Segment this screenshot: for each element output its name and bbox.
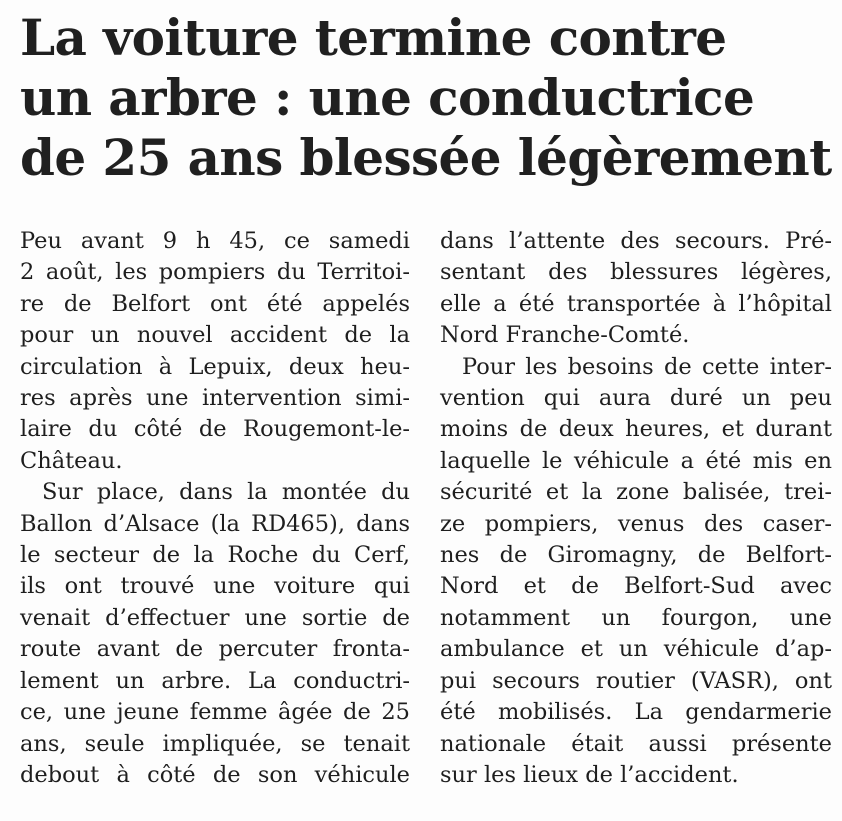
text-line: pui secours routier (VASR), ont xyxy=(440,667,832,694)
paragraph xyxy=(20,477,410,791)
text-line: ambulance et un véhicule d’ap- xyxy=(440,636,832,663)
text-line: sentant des blessures légères, xyxy=(440,259,832,286)
text-line: 2 août, les pompiers du Territoi- xyxy=(20,259,410,286)
text-line: ze pompiers, venus des caser- xyxy=(440,510,832,537)
text-line: nationale était aussi présente xyxy=(440,730,832,757)
text-line: vention qui aura duré un peu xyxy=(440,385,832,412)
text-line: Nord Franche-Comté. xyxy=(440,322,690,349)
text-line: Château. xyxy=(20,447,123,474)
text-line: Ballon d’Alsace (la RD465), dans xyxy=(20,510,410,537)
headline-line: un arbre : une conductrice xyxy=(20,68,755,127)
text-line: elle a été transportée à l’hôpital xyxy=(440,290,832,317)
paragraph xyxy=(440,226,832,352)
text-line: laquelle le véhicule a été mis en xyxy=(440,447,832,474)
text-line: sur les lieux de l’accident. xyxy=(440,761,739,788)
text-line: lement un arbre. La conductri- xyxy=(20,667,410,694)
article-headline xyxy=(20,8,830,188)
text-line: Sur place, dans la montée du xyxy=(42,479,410,506)
text-line: nes de Giromagny, de Belfort- xyxy=(440,542,832,569)
paragraph xyxy=(440,352,832,792)
text-line: ans, seule impliquée, se tenait xyxy=(20,730,410,757)
headline-line: La voiture termine contre xyxy=(20,8,727,67)
text-line: dans l’attente des secours. Pré- xyxy=(440,228,832,254)
left-column xyxy=(20,226,410,791)
text-line: Nord et de Belfort-Sud avec xyxy=(440,573,832,600)
text-line: venait d’effectuer une sortie de xyxy=(20,604,410,631)
paragraph xyxy=(20,226,410,477)
text-line: route avant de percuter fronta- xyxy=(20,636,410,663)
text-line: été mobilisés. La gendarmerie xyxy=(440,699,832,726)
text-line: res après une intervention simi- xyxy=(20,385,410,412)
text-line: le secteur de la Roche du Cerf, xyxy=(20,542,410,569)
text-line: moins de deux heures, et durant xyxy=(440,416,832,443)
text-line: ce, une jeune femme âgée de 25 xyxy=(20,699,410,726)
text-line: Pour les besoins de cette inter- xyxy=(462,353,832,380)
text-line: pour un nouvel accident de la xyxy=(20,322,410,349)
text-line: notamment un fourgon, une xyxy=(440,604,832,631)
text-line: circulation à Lepuix, deux heu- xyxy=(20,353,410,380)
headline-line: de 25 ans blessée légèrement xyxy=(20,128,832,187)
text-line: laire du côté de Rougemont-le- xyxy=(20,416,410,443)
right-column xyxy=(440,226,832,791)
text-line: Peu avant 9 h 45, ce samedi xyxy=(20,228,410,254)
text-line: ils ont trouvé une voiture qui xyxy=(20,573,410,600)
text-line: re de Belfort ont été appelés xyxy=(20,290,410,317)
text-line: sécurité et la zone balisée, trei- xyxy=(440,479,832,506)
text-line: debout à côté de son véhicule xyxy=(20,761,410,788)
